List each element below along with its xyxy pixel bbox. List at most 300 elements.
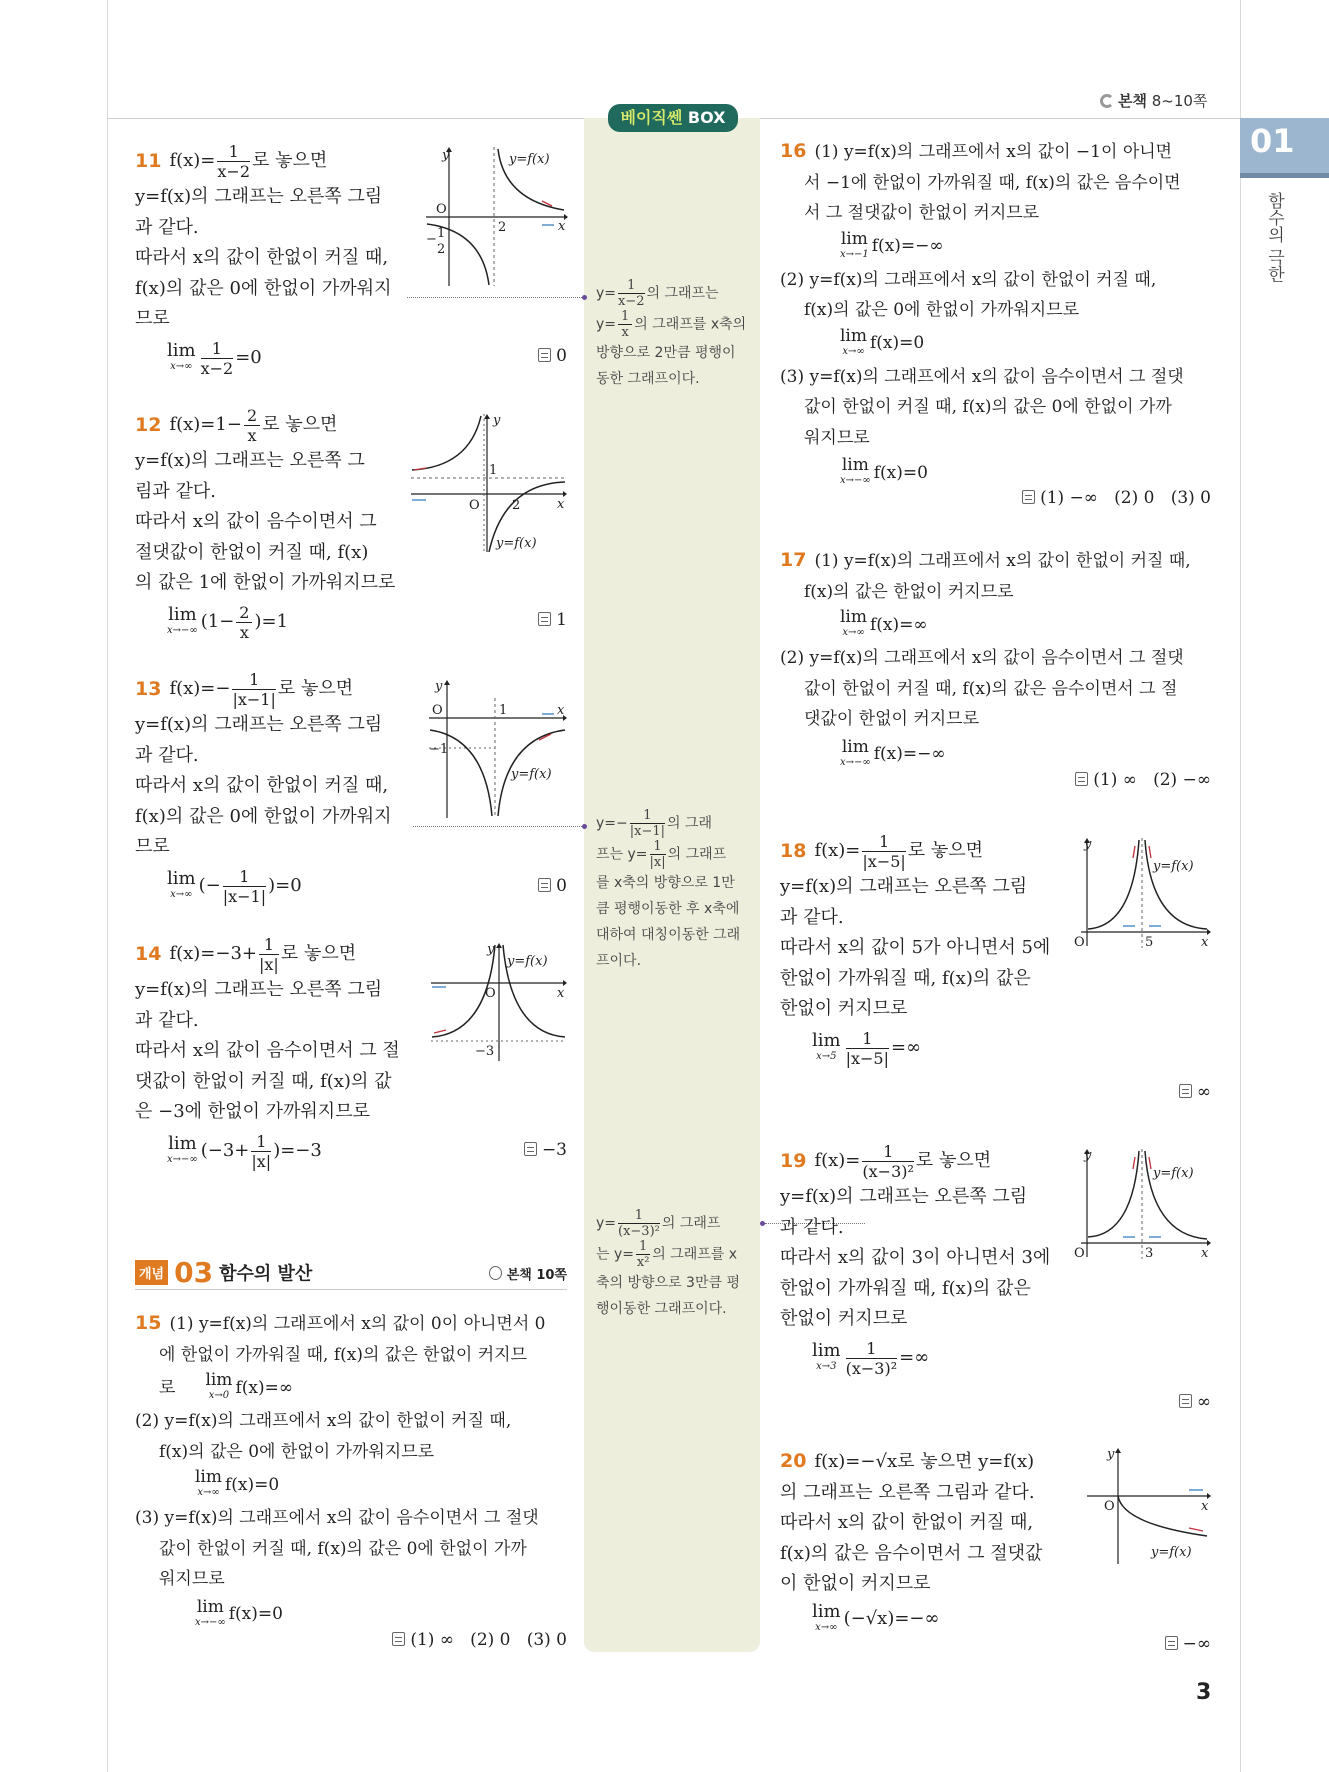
- note-text: 는 y=: [596, 1246, 634, 1263]
- reference-icon: [489, 1266, 502, 1280]
- concept-ref-text: 본책 10쪽: [506, 1268, 567, 1283]
- denominator: x²: [636, 1255, 650, 1270]
- line: y=f(x)의 그래프는 오른쪽 그림: [135, 714, 383, 735]
- lim-word: lim: [840, 228, 868, 249]
- denominator: x−2: [217, 161, 251, 181]
- lim-expr: f(x)=0: [870, 333, 925, 354]
- answer-13: [520, 876, 567, 896]
- note-line: 방향으로 2만큼 평행이: [596, 345, 736, 361]
- fraction: [650, 839, 666, 870]
- lim-word: lim: [841, 455, 869, 475]
- line: f(x)의 값은 음수이면서 그 절댓값: [780, 1542, 1043, 1564]
- lim-sub: x→5: [816, 1050, 837, 1062]
- problem-20: [780, 1446, 1080, 1640]
- limit-expression: [780, 326, 1220, 362]
- axis-label-x: x: [1201, 1499, 1209, 1514]
- line: 따라서 x의 값이 음수이면서 그: [135, 511, 377, 532]
- fraction: [618, 1208, 660, 1239]
- problem-number: 18: [780, 839, 807, 862]
- lim-suffix: =0: [235, 347, 262, 369]
- axis-label-x: x: [1201, 935, 1209, 949]
- line: [135, 1370, 575, 1406]
- problem-number: 12: [135, 413, 162, 436]
- denominator: x: [621, 325, 629, 340]
- numerator: 1: [259, 935, 279, 955]
- line: 따라서 x의 값이 한없이 커질 때,: [780, 1512, 1034, 1533]
- axis-label-x: x: [557, 497, 565, 512]
- line: 므로: [135, 308, 170, 329]
- answer-value: 0: [556, 346, 567, 366]
- fraction: [217, 142, 250, 181]
- lim: [840, 457, 871, 489]
- graph-14: [429, 941, 567, 1062]
- lim-sub: x→−∞: [167, 1153, 198, 1165]
- line: 값이 한없이 커질 때, f(x)의 값은 0에 한없이 가까: [159, 1538, 527, 1559]
- lim-sub: x→∞: [170, 888, 193, 900]
- line: y=f(x)의 그래프는 오른쪽 그: [135, 450, 365, 471]
- lim-prefix: (−: [198, 875, 221, 897]
- line: (2) y=f(x)의 그래프에서 x의 값이 한없이 커질 때,: [780, 269, 1157, 290]
- denominator: x: [239, 623, 249, 642]
- curve-label: y=f(x): [507, 954, 548, 969]
- limit-expression: [135, 1467, 575, 1503]
- axis-label-y: y: [442, 148, 450, 163]
- answer-12: [520, 610, 567, 630]
- line: 에 한없이 가까워질 때, f(x)의 값은 한없이 커지므: [159, 1344, 527, 1365]
- origin-label: O: [1074, 1246, 1085, 1260]
- lim: [167, 867, 196, 903]
- fraction: [862, 832, 905, 871]
- lim-word: lim: [840, 607, 867, 627]
- connector-line: [413, 826, 584, 827]
- limit-expression: [780, 453, 1220, 493]
- problem-14: [135, 933, 425, 1176]
- lim-suffix: )=0: [268, 875, 302, 897]
- numerator: 1: [618, 309, 632, 325]
- answer-value: −3: [541, 1140, 567, 1160]
- line: 서 그 절댓값이 한없이 커지므로: [804, 203, 1040, 223]
- left-margin-line: [107, 0, 108, 1772]
- problem-17: [780, 545, 1220, 775]
- note-line: 를 x축의 방향으로 1만: [596, 875, 735, 891]
- def-suffix: 로 놓으면: [277, 677, 354, 699]
- def-prefix: f(x)=: [814, 839, 861, 861]
- numerator: 1: [846, 1339, 898, 1359]
- fraction: [630, 808, 665, 839]
- def-suffix: 로 놓으면: [252, 149, 328, 171]
- line: 값이 한없이 커질 때, f(x)의 값은 0에 한없이 가까: [804, 397, 1172, 417]
- connector-dot: [582, 295, 587, 300]
- line: (1) y=f(x)의 그래프에서 x의 값이 −1이 아니면: [814, 142, 1173, 162]
- answer-20: [1140, 1634, 1211, 1654]
- lim-suffix: )=−3: [273, 1140, 322, 1162]
- note-text: y=: [596, 316, 617, 333]
- line: 한없이 커지므로: [780, 1308, 908, 1329]
- numerator: 2: [244, 406, 260, 426]
- line: 댓값이 한없이 커질 때, f(x)의 값: [135, 1070, 392, 1092]
- line: 이 한없이 커지므로: [780, 1573, 931, 1594]
- answer-11: [520, 346, 567, 366]
- lim-expr: f(x)=−∞: [871, 236, 944, 257]
- lim-sub: x→3: [816, 1360, 837, 1372]
- def-suffix: 로 놓으면: [280, 942, 357, 964]
- answer-value: ∞: [1196, 1392, 1211, 1412]
- denominator: (x−3)²: [618, 1224, 660, 1239]
- note-text: y=: [596, 1215, 617, 1232]
- limit-expression: [135, 863, 425, 911]
- numerator: 1: [223, 867, 266, 887]
- problem-number: 13: [135, 677, 162, 700]
- denominator: |x|: [259, 954, 279, 974]
- fraction: [223, 867, 266, 906]
- note-text: 의 그래프: [661, 1215, 721, 1232]
- box-note-1: [596, 278, 754, 392]
- basic-box-tag: [608, 104, 738, 132]
- line: (3) y=f(x)의 그래프에서 x의 값이 음수이면서 그 절댓: [780, 366, 1184, 387]
- origin-label: O: [469, 498, 480, 513]
- line: 서 −1에 한없이 가까워질 때, f(x)의 값은 음수이면: [804, 172, 1181, 193]
- answer-14: [505, 1140, 567, 1160]
- answer-icon: [1179, 1084, 1192, 1098]
- concept-header: [135, 1256, 567, 1290]
- lim-word: lim: [840, 325, 867, 346]
- tick-label: 1: [489, 463, 498, 478]
- fraction: [201, 339, 234, 378]
- lim-suffix: =∞: [890, 1037, 922, 1059]
- limit-expression: [780, 1335, 1070, 1383]
- numerator: 1: [630, 808, 665, 824]
- definition: f(x)=−√x로 놓으면 y=f(x): [814, 1451, 1035, 1472]
- line: 과 같다.: [780, 906, 844, 928]
- page-reference: [1100, 90, 1207, 111]
- def-prefix: f(x)=−3+: [169, 942, 258, 964]
- ref-pages: 8~10쪽: [1151, 92, 1208, 110]
- answer-icon: [1075, 772, 1088, 786]
- answer-icon: [538, 348, 551, 362]
- limit-expression: [135, 599, 425, 647]
- line: (1) y=f(x)의 그래프에서 x의 값이 한없이 커질 때,: [814, 551, 1191, 571]
- denominator: (x−3)²: [845, 1359, 898, 1378]
- line: (1) y=f(x)의 그래프에서 x의 값이 0이 아니면서 0: [169, 1314, 546, 1334]
- denominator: x−2: [618, 294, 645, 309]
- line: 한없이 가까워질 때, f(x)의 값은: [780, 967, 1031, 989]
- lim: [167, 339, 196, 375]
- line: f(x)의 값은 0에 한없이 가까워지: [135, 805, 392, 827]
- axis-label-x: x: [557, 986, 565, 1001]
- lim-sub: x→−∞: [195, 1616, 226, 1628]
- connector-line: [407, 297, 584, 298]
- tick-label: 2: [498, 220, 507, 235]
- line: y=f(x)의 그래프는 오른쪽 그림: [135, 186, 383, 207]
- tick-label: −: [426, 232, 437, 247]
- limit-expression: [135, 1128, 425, 1176]
- lim: [205, 1372, 232, 1404]
- chapter-tab: [1240, 118, 1329, 178]
- tick-label: 1: [437, 226, 446, 241]
- lim-sub: x→∞: [197, 1487, 220, 1498]
- line: f(x)의 값은 0에 한없이 가까워지므로: [804, 300, 1080, 320]
- box-title: 베이직쎈: [620, 108, 683, 127]
- line: 값이 한없이 커질 때, f(x)의 값은 음수이면서 그 절: [804, 678, 1178, 699]
- note-text: 의 그래프를 x: [652, 1246, 738, 1263]
- lim-word: lim: [812, 1339, 841, 1361]
- note-text: 의 그래: [667, 815, 713, 832]
- answer-icon: [538, 612, 551, 626]
- line: y=f(x)의 그래프는 오른쪽 그림: [135, 979, 383, 1000]
- lim: [167, 1132, 198, 1168]
- limit-expression: [780, 1600, 1080, 1640]
- note-text: y=: [596, 285, 617, 302]
- lim-word: lim: [195, 1467, 222, 1487]
- axis-label-y: y: [1107, 1447, 1115, 1462]
- denominator: |x−5|: [845, 1049, 889, 1068]
- axis-label-y: y: [1084, 1148, 1092, 1163]
- note-line: 큼 평행이동한 후 x축에: [596, 901, 740, 917]
- answer-15: [360, 1630, 567, 1650]
- axis-label-x: x: [557, 703, 565, 718]
- line: (2) y=f(x)의 그래프에서 x의 값이 한없이 커질 때,: [135, 1411, 512, 1431]
- note-text: 의 그래프: [667, 846, 727, 863]
- fraction: [618, 309, 632, 340]
- problem-13: [135, 668, 425, 911]
- line: 따라서 x의 값이 음수이면서 그 절: [135, 1040, 400, 1061]
- lim: [195, 1469, 222, 1501]
- axis-label-y: y: [493, 413, 501, 428]
- line: 므로: [135, 836, 170, 857]
- note-text: 의 그래프를 x축의: [634, 316, 747, 333]
- origin-label: O: [436, 202, 447, 217]
- line: y=f(x)의 그래프는 오른쪽 그림: [780, 876, 1028, 897]
- lim: [812, 1339, 841, 1375]
- denominator: |x−5|: [862, 851, 906, 871]
- lim-expr: f(x)=0: [225, 1474, 280, 1495]
- lim-sub: x→−1: [840, 248, 869, 260]
- line: 한없이 커지므로: [780, 998, 908, 1019]
- answer-icon: [538, 878, 551, 892]
- curve-label: y=f(x): [509, 152, 550, 167]
- line: 워지므로: [804, 427, 870, 448]
- numerator: 1: [650, 839, 666, 855]
- lim-word: lim: [196, 1596, 224, 1617]
- lim-expr: f(x)=∞: [235, 1377, 293, 1398]
- answer-icon: [1165, 1636, 1178, 1650]
- problem-number: 20: [780, 1450, 807, 1472]
- lim-word: lim: [167, 867, 196, 889]
- numerator: 1: [862, 1142, 914, 1162]
- lim: [812, 1029, 841, 1065]
- answer-value: ∞: [1196, 1082, 1211, 1102]
- lim-expr: f(x)=−∞: [873, 744, 946, 765]
- origin-label: O: [1074, 935, 1085, 949]
- denominator: (x−3)²: [862, 1161, 914, 1181]
- answer-value: 0: [556, 876, 567, 896]
- answer-19: [1160, 1392, 1211, 1412]
- numerator: 1: [636, 1239, 650, 1255]
- concept-label: 개념: [135, 1260, 168, 1285]
- numerator: 1: [251, 1132, 271, 1152]
- lim-prefix: (1−: [200, 611, 235, 633]
- concept-reference: [489, 1264, 567, 1283]
- answer-17: [1030, 770, 1211, 790]
- note-line: 행이동한 그래프이다.: [596, 1301, 727, 1317]
- def-prefix: f(x)=: [814, 1149, 861, 1171]
- answer-value: 1: [556, 610, 567, 630]
- line: (3) y=f(x)의 그래프에서 x의 값이 음수이면서 그 절댓: [135, 1508, 539, 1528]
- note-line: 대하여 대칭이동한 그래: [596, 927, 741, 943]
- lim-sub: x→0: [208, 1390, 230, 1401]
- line: 의 그래프는 오른쪽 그림과 같다.: [780, 1481, 1035, 1503]
- origin-label: O: [485, 986, 496, 1001]
- axis-label-x: x: [1201, 1246, 1209, 1260]
- denominator: |x−1|: [232, 689, 276, 709]
- fraction: [232, 670, 275, 709]
- answer-icon: [392, 1632, 405, 1646]
- line: (2) y=f(x)의 그래프에서 x의 값이 음수이면서 그 절댓: [780, 648, 1184, 668]
- page-number: 3: [1196, 1680, 1212, 1705]
- line: 은 −3에 한없이 가까워지므로: [135, 1101, 370, 1122]
- lim: [840, 325, 867, 360]
- fraction: [618, 278, 645, 309]
- tick-label: 2: [437, 242, 446, 257]
- problem-number: 11: [135, 149, 162, 172]
- note-text: 프는 y=: [596, 846, 648, 863]
- line: 워지므로: [159, 1569, 225, 1589]
- connector-dot: [582, 824, 587, 829]
- line: 과 같다.: [135, 1009, 199, 1031]
- def-prefix: f(x)=: [169, 149, 216, 171]
- graph-19: [1071, 1147, 1211, 1260]
- problem-number: 15: [135, 1312, 162, 1334]
- note-text: 의 그래프는: [646, 285, 719, 302]
- tick-label: −1: [429, 742, 449, 757]
- problem-16: [780, 136, 1220, 493]
- def-prefix: f(x)=−: [169, 677, 231, 699]
- line: f(x)의 값은 0에 한없이 가까워지므로: [159, 1441, 435, 1462]
- def-suffix: 로 놓으면: [915, 1149, 992, 1171]
- problem-number: 19: [780, 1149, 807, 1172]
- numerator: 2: [236, 603, 252, 623]
- problem-12: [135, 404, 425, 647]
- fraction: [846, 1029, 889, 1068]
- lim-sub: x→−∞: [840, 756, 871, 768]
- lim-word: lim: [205, 1370, 233, 1390]
- numerator: 1: [862, 832, 905, 852]
- tick-label: 1: [499, 703, 508, 718]
- concept-number: 03: [174, 1256, 214, 1289]
- graph-20: [1085, 1446, 1211, 1565]
- numerator: 1: [217, 142, 250, 162]
- tick-label: 5: [1145, 935, 1154, 949]
- lim-suffix: )=1: [254, 611, 289, 633]
- problem-number: 14: [135, 942, 162, 965]
- lim-word: lim: [841, 736, 869, 757]
- line: 과 같다.: [135, 744, 199, 766]
- line: 과 같다.: [780, 1216, 844, 1238]
- denominator: |x−1|: [629, 824, 666, 839]
- note-line: 축의 방향으로 3만큼 평: [596, 1275, 740, 1291]
- lim-sub: x→∞: [842, 627, 865, 638]
- def-suffix: 로 놓으면: [907, 839, 984, 861]
- curve-label: y=f(x): [1153, 1166, 1194, 1181]
- answer-icon: [524, 1142, 537, 1156]
- line: 림과 같다.: [135, 480, 216, 502]
- lim-word: lim: [167, 339, 196, 361]
- problem-11: [135, 140, 425, 383]
- limit-expression: [135, 335, 425, 383]
- lim-suffix: =∞: [899, 1347, 930, 1369]
- lim-sub: x→∞: [815, 1621, 838, 1633]
- answer-value: (1) −∞ (2) 0 (3) 0: [1040, 488, 1211, 508]
- def-suffix: 로 놓으면: [262, 413, 338, 435]
- def-prefix: f(x)=1−: [169, 413, 242, 435]
- lim-word: lim: [168, 1132, 197, 1154]
- limit-expression: [780, 735, 1220, 775]
- reference-icon: [1100, 94, 1114, 108]
- limit-expression: [780, 607, 1220, 643]
- graph-11: [424, 145, 568, 288]
- fraction: [636, 1239, 650, 1270]
- numerator: 1: [618, 278, 645, 294]
- box-title-suffix: BOX: [687, 108, 726, 127]
- lim-word: lim: [812, 1600, 841, 1622]
- line: 한없이 가까워질 때, f(x)의 값은: [780, 1277, 1031, 1299]
- line-text: 로: [159, 1377, 176, 1398]
- lim-expr: (−√x)=−∞: [843, 1608, 940, 1630]
- curve-label: y=f(x): [1151, 1545, 1192, 1560]
- lim-expr: f(x)=0: [228, 1604, 283, 1625]
- tick-label: 2: [512, 498, 521, 513]
- box-note-2: [596, 808, 754, 974]
- limit-expression: [135, 1595, 575, 1635]
- fraction: [862, 1142, 914, 1181]
- box-note-3: [596, 1208, 754, 1322]
- lim-word: lim: [812, 1029, 841, 1051]
- line: 따라서 x의 값이 3이 아니면서 3에: [780, 1247, 1051, 1268]
- curve-label: y=f(x): [496, 536, 537, 551]
- denominator: x−2: [200, 359, 234, 378]
- note-line: 프이다.: [596, 953, 642, 969]
- answer-16: [990, 488, 1211, 508]
- fraction: [259, 935, 279, 974]
- lim: [840, 736, 871, 771]
- lim-expr: f(x)=0: [873, 462, 928, 483]
- line: f(x)의 값은 0에 한없이 가까워지: [135, 277, 392, 299]
- lim-prefix: (−3+: [200, 1140, 250, 1162]
- line: 따라서 x의 값이 한없이 커질 때,: [135, 775, 389, 796]
- curve-label: y=f(x): [511, 767, 552, 782]
- origin-label: O: [432, 703, 443, 718]
- graph-12: [409, 412, 567, 554]
- numerator: 1: [618, 1208, 660, 1224]
- chapter-title: 함수의 극한: [1264, 192, 1284, 283]
- limit-expression: [780, 229, 1220, 265]
- line: 의 값은 1에 한없이 가까워지므로: [135, 572, 396, 593]
- line: f(x)의 값은 한없이 커지므로: [804, 581, 1014, 602]
- denominator: |x−1|: [222, 887, 267, 906]
- answer-value: (1) ∞ (2) −∞: [1093, 770, 1211, 790]
- line: 따라서 x의 값이 5가 아니면서 5에: [780, 937, 1051, 958]
- problem-15: [135, 1308, 575, 1635]
- graph-18: [1071, 836, 1211, 949]
- lim: [167, 603, 198, 639]
- right-margin-line: [1240, 0, 1241, 1772]
- problem-number: 17: [780, 549, 807, 571]
- answer-value: (1) ∞ (2) 0 (3) 0: [410, 1630, 567, 1650]
- lim-sub: x→∞: [842, 345, 865, 357]
- note-text: y=−: [596, 815, 628, 832]
- fraction: [846, 1339, 898, 1378]
- chapter-number: 01: [1250, 122, 1295, 160]
